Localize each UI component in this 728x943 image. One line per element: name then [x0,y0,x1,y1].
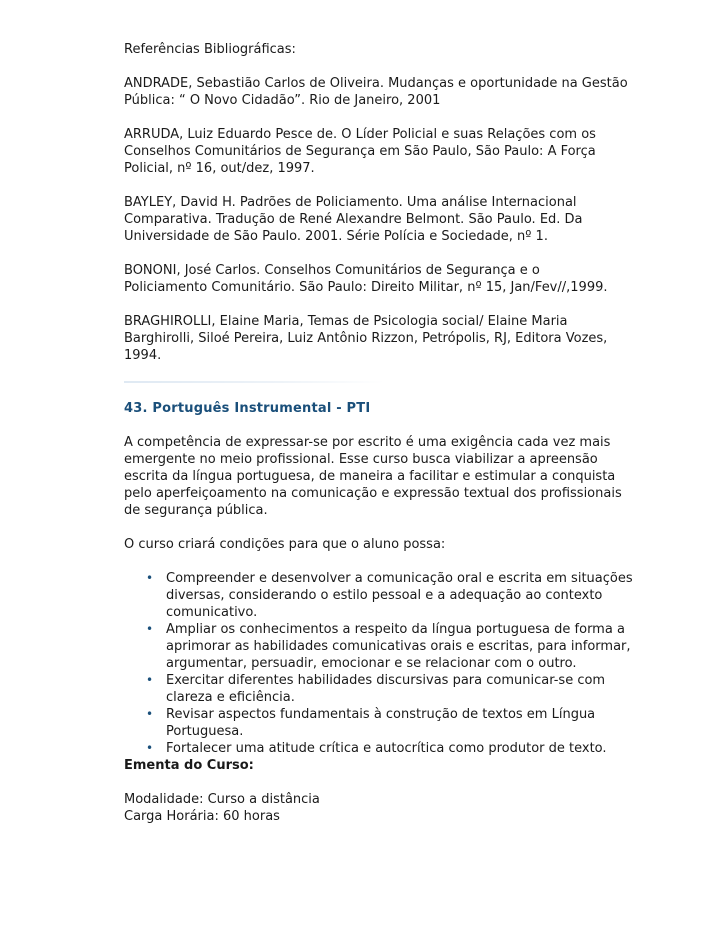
section-divider [124,381,384,383]
references-title-text: Referências Bibliográficas: [124,42,296,57]
reference-line: Barghirolli, Siloé Pereira, Luiz Antônio Rizzon, Petrópolis, RJ, Editora Vozes, [124,331,608,346]
reference-line: Comparativa. Tradução de René Alexandre Belmont. São Paulo. Ed. Da [124,212,583,227]
reference-line: BAYLEY, David H. Padrões de Policiamento. Uma análise Internacional [124,195,577,210]
reference-line: BRAGHIROLLI, Elaine Maria, Temas de Psicologia social/ Elaine Maria [124,314,568,329]
bullet-icon: • [146,673,154,687]
reference-line: Policial, nº 16, out/dez, 1997. [124,161,315,176]
intro-line: A competência de expressar-se por escrito é uma exigência cada vez mais [124,435,611,450]
objective-item [124,570,664,621]
objective-line: Revisar aspectos fundamentais à construção de textos em Língua [166,707,596,722]
intro-line: escrita da língua portuguesa, de maneira a facilitar e estimular a conquista [124,469,616,484]
carga-horaria-text: Carga Horária: 60 horas [124,809,280,824]
objective-line: aprimorar as habilidades comunicativas orais e escritas, para informar, [166,639,631,654]
document-page [124,41,664,825]
reference-line: 1994. [124,348,162,363]
section-title: 43. Português Instrumental - PTI [124,401,371,416]
reference-line: ARRUDA, Luiz Eduardo Pesce de. O Líder Policial e suas Relações com os [124,127,596,142]
ementa-title [124,757,664,774]
reference-line: Pública: “ O Novo Cidadão”. Rio de Janeiro, 2001 [124,93,441,108]
reference-entry [124,313,664,364]
bullet-icon: • [146,571,154,585]
intro-line: emergente no meio profissional. Esse curso busca viabilizar a apreensão [124,452,598,467]
intro-line: de segurança pública. [124,503,268,518]
ementa-title-text: Ementa do Curso: [124,758,254,773]
objective-line: Exercitar diferentes habilidades discursivas para comunicar-se com [166,673,606,688]
objectives-intro [124,536,664,553]
reference-entry [124,194,664,245]
objective-item [124,621,664,672]
bullet-icon: • [146,622,154,636]
objective-line: Fortalecer uma atitude crítica e autocrítica como produtor de texto. [166,741,607,756]
reference-line: ANDRADE, Sebastião Carlos de Oliveira. Mudanças e oportunidade na Gestão [124,76,628,91]
reference-entry [124,126,664,177]
reference-line: Policiamento Comunitário. São Paulo: Direito Militar, nº 15, Jan/Fev//,1999. [124,280,608,295]
course-details [124,791,664,825]
objective-item [124,740,664,757]
reference-entry [124,262,664,296]
objective-item [124,706,664,740]
references-list [124,75,664,364]
reference-line: Conselhos Comunitários de Segurança em São Paulo, São Paulo: A Força [124,144,596,159]
objective-line: Portuguesa. [166,724,244,739]
objective-line: Compreender e desenvolver a comunicação oral e escrita em situações [166,571,633,586]
bullet-icon: • [146,707,154,721]
intro-line: pelo aperfeiçoamento na comunicação e expressão textual dos profissionais [124,486,622,501]
objective-item [124,672,664,706]
objective-line: clareza e eficiência. [166,690,295,705]
reference-entry [124,75,664,109]
reference-line: Universidade de São Paulo. 2001. Série Polícia e Sociedade, nº 1. [124,229,548,244]
bullet-icon: • [146,741,154,755]
objective-line: argumentar, persuadir, emocionar e se relacionar com o outro. [166,656,577,671]
objective-line: comunicativo. [166,605,258,620]
objective-line: Ampliar os conhecimentos a respeito da língua portuguesa de forma a [166,622,625,637]
reference-line: BONONI, José Carlos. Conselhos Comunitários de Segurança e o [124,263,540,278]
objective-line: diversas, considerando o estilo pessoal e a adequação ao contexto [166,588,603,603]
references-title [124,41,664,58]
objectives-list [124,570,664,757]
objectives-intro-text: O curso criará condições para que o aluno possa: [124,537,446,552]
modalidade-text: Modalidade: Curso a distância [124,792,320,807]
intro-paragraph [124,434,664,519]
